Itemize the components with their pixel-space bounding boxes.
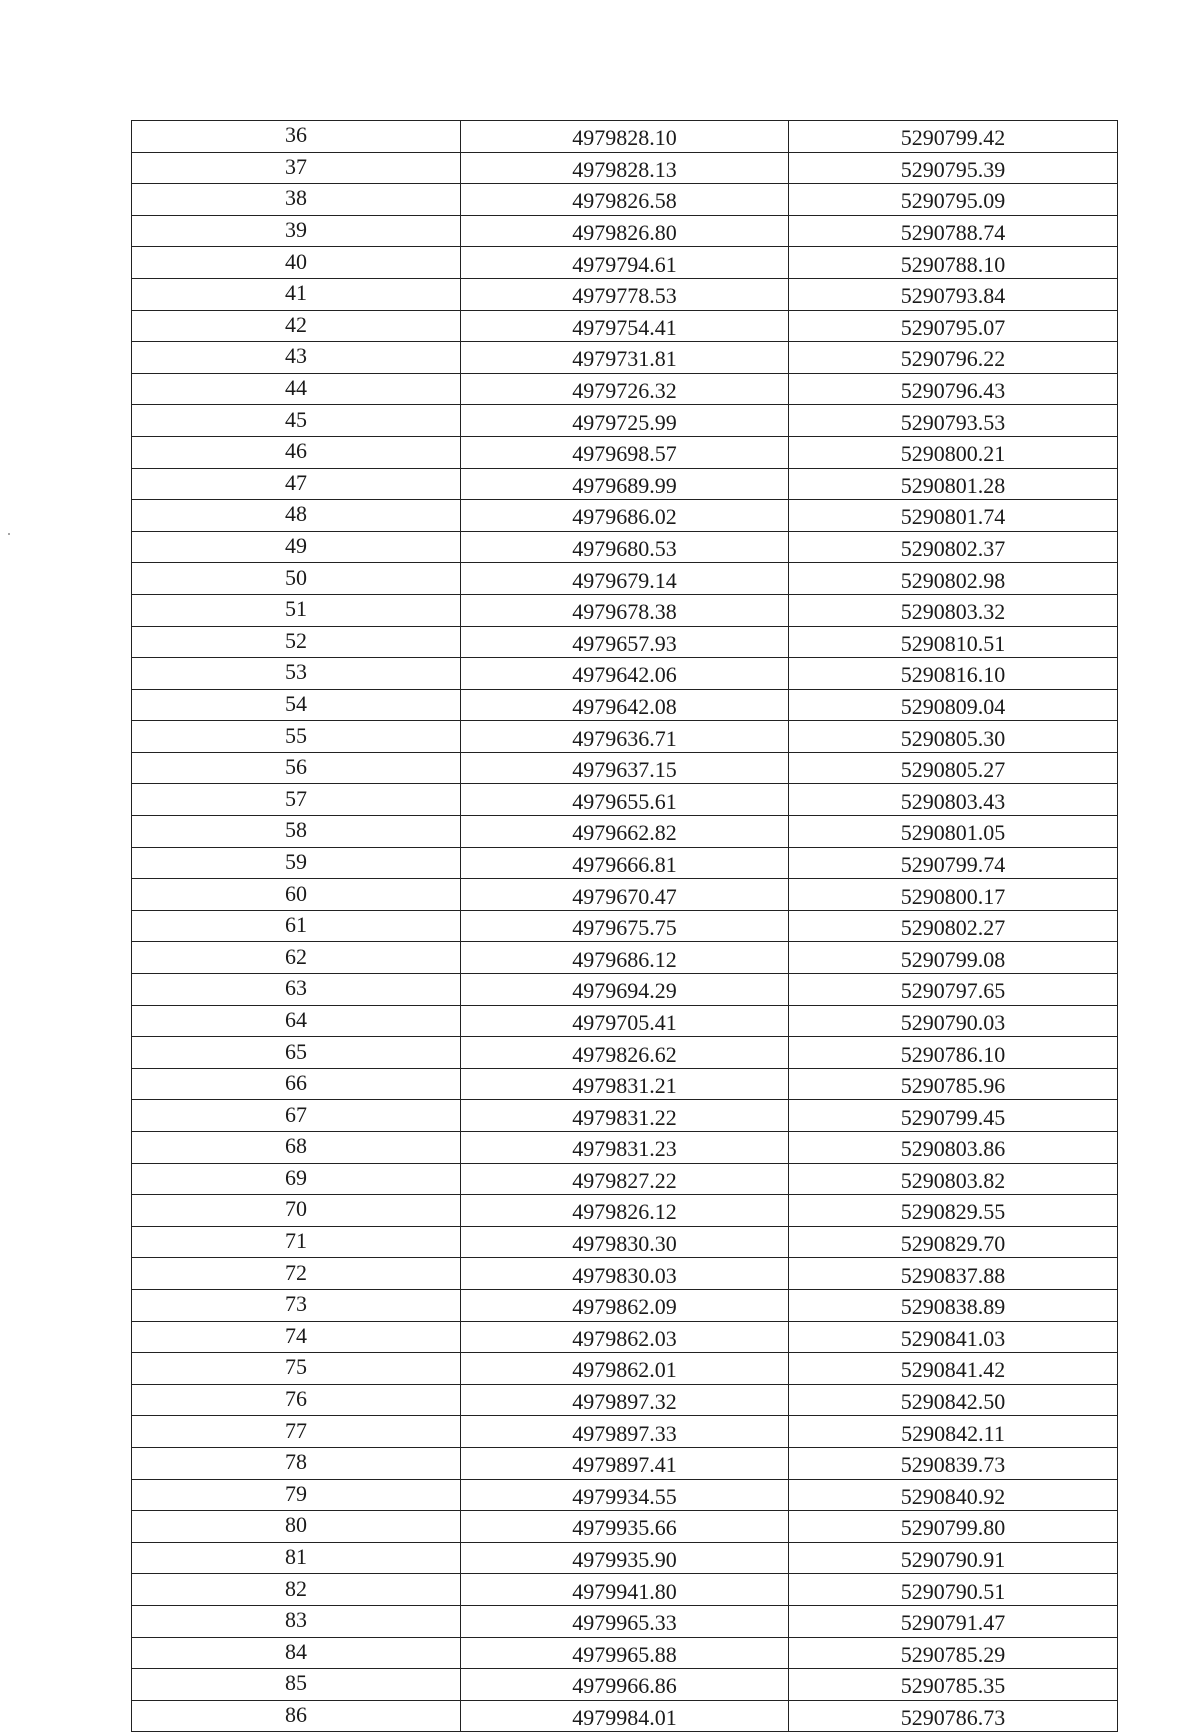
table-row [132, 468, 1118, 500]
table-row [132, 1384, 1118, 1416]
table-row [132, 563, 1118, 595]
y-coordinate-cell: 5290790.51 [789, 1574, 1118, 1606]
point-number-cell: 64 [132, 1005, 461, 1037]
point-number-cell: 37 [132, 152, 461, 184]
y-coordinate-cell: 5290785.29 [789, 1637, 1118, 1669]
point-number-cell: 76 [132, 1384, 461, 1416]
table-row [132, 1447, 1118, 1479]
y-coordinate-cell: 5290790.03 [789, 1005, 1118, 1037]
table-row [132, 247, 1118, 279]
point-number-cell: 80 [132, 1511, 461, 1543]
table-row [132, 847, 1118, 879]
point-number-cell: 73 [132, 1289, 461, 1321]
point-number-cell: 52 [132, 626, 461, 658]
point-number-cell: 69 [132, 1163, 461, 1195]
y-coordinate-cell: 5290799.74 [789, 847, 1118, 879]
point-number-cell: 57 [132, 784, 461, 816]
point-number-cell: 84 [132, 1637, 461, 1669]
y-coordinate-cell: 5290829.55 [789, 1195, 1118, 1227]
x-coordinate-cell: 4979694.29 [461, 974, 789, 1006]
y-coordinate-cell: 5290786.73 [789, 1700, 1118, 1732]
table-row [132, 752, 1118, 784]
y-coordinate-cell: 5290801.28 [789, 468, 1118, 500]
table-row [132, 1195, 1118, 1227]
point-number-cell: 62 [132, 942, 461, 974]
x-coordinate-cell: 4979935.66 [461, 1511, 789, 1543]
table-row [132, 626, 1118, 658]
x-coordinate-cell: 4979826.12 [461, 1195, 789, 1227]
x-coordinate-cell: 4979686.02 [461, 500, 789, 532]
y-coordinate-cell: 5290796.43 [789, 373, 1118, 405]
table-row [132, 721, 1118, 753]
point-number-cell: 70 [132, 1195, 461, 1227]
point-number-cell: 49 [132, 531, 461, 563]
y-coordinate-cell: 5290842.11 [789, 1416, 1118, 1448]
point-number-cell: 42 [132, 310, 461, 342]
point-number-cell: 75 [132, 1353, 461, 1385]
y-coordinate-cell: 5290803.43 [789, 784, 1118, 816]
x-coordinate-cell: 4979965.33 [461, 1605, 789, 1637]
point-number-cell: 67 [132, 1100, 461, 1132]
point-number-cell: 41 [132, 278, 461, 310]
x-coordinate-cell: 4979731.81 [461, 342, 789, 374]
x-coordinate-cell: 4979680.53 [461, 531, 789, 563]
table-row [132, 278, 1118, 310]
table-row [132, 500, 1118, 532]
y-coordinate-cell: 5290799.08 [789, 942, 1118, 974]
coordinates-table-body [132, 121, 1118, 1732]
point-number-cell: 61 [132, 910, 461, 942]
x-coordinate-cell: 4979826.62 [461, 1037, 789, 1069]
x-coordinate-cell: 4979662.82 [461, 816, 789, 848]
point-number-cell: 77 [132, 1416, 461, 1448]
point-number-cell: 53 [132, 658, 461, 690]
x-coordinate-cell: 4979636.71 [461, 721, 789, 753]
point-number-cell: 72 [132, 1258, 461, 1290]
y-coordinate-cell: 5290803.86 [789, 1132, 1118, 1164]
x-coordinate-cell: 4979754.41 [461, 310, 789, 342]
x-coordinate-cell: 4979984.01 [461, 1700, 789, 1732]
point-number-cell: 86 [132, 1700, 461, 1732]
y-coordinate-cell: 5290841.42 [789, 1353, 1118, 1385]
point-number-cell: 56 [132, 752, 461, 784]
x-coordinate-cell: 4979935.90 [461, 1542, 789, 1574]
x-coordinate-cell: 4979897.41 [461, 1447, 789, 1479]
point-number-cell: 45 [132, 405, 461, 437]
table-row [132, 1321, 1118, 1353]
x-coordinate-cell: 4979831.21 [461, 1068, 789, 1100]
y-coordinate-cell: 5290801.74 [789, 500, 1118, 532]
y-coordinate-cell: 5290802.27 [789, 910, 1118, 942]
x-coordinate-cell: 4979828.10 [461, 121, 789, 153]
table-row [132, 1542, 1118, 1574]
y-coordinate-cell: 5290799.45 [789, 1100, 1118, 1132]
table-row [132, 1605, 1118, 1637]
table-row [132, 784, 1118, 816]
table-row [132, 879, 1118, 911]
y-coordinate-cell: 5290841.03 [789, 1321, 1118, 1353]
y-coordinate-cell: 5290785.35 [789, 1669, 1118, 1701]
point-number-cell: 85 [132, 1669, 461, 1701]
y-coordinate-cell: 5290802.98 [789, 563, 1118, 595]
point-number-cell: 54 [132, 689, 461, 721]
y-coordinate-cell: 5290795.39 [789, 152, 1118, 184]
point-number-cell: 78 [132, 1447, 461, 1479]
point-number-cell: 36 [132, 121, 461, 153]
table-row [132, 373, 1118, 405]
point-number-cell: 38 [132, 184, 461, 216]
point-number-cell: 47 [132, 468, 461, 500]
table-row [132, 215, 1118, 247]
x-coordinate-cell: 4979934.55 [461, 1479, 789, 1511]
table-row [132, 121, 1118, 153]
table-row [132, 342, 1118, 374]
y-coordinate-cell: 5290796.22 [789, 342, 1118, 374]
x-coordinate-cell: 4979828.13 [461, 152, 789, 184]
point-number-cell: 40 [132, 247, 461, 279]
y-coordinate-cell: 5290837.88 [789, 1258, 1118, 1290]
y-coordinate-cell: 5290842.50 [789, 1384, 1118, 1416]
table-row [132, 689, 1118, 721]
table-row [132, 910, 1118, 942]
x-coordinate-cell: 4979670.47 [461, 879, 789, 911]
x-coordinate-cell: 4979678.38 [461, 594, 789, 626]
x-coordinate-cell: 4979725.99 [461, 405, 789, 437]
table-row [132, 310, 1118, 342]
point-number-cell: 81 [132, 1542, 461, 1574]
table-row [132, 1637, 1118, 1669]
y-coordinate-cell: 5290797.65 [789, 974, 1118, 1006]
coordinates-table [131, 120, 1118, 1732]
point-number-cell: 79 [132, 1479, 461, 1511]
x-coordinate-cell: 4979778.53 [461, 278, 789, 310]
y-coordinate-cell: 5290788.10 [789, 247, 1118, 279]
point-number-cell: 55 [132, 721, 461, 753]
x-coordinate-cell: 4979830.03 [461, 1258, 789, 1290]
x-coordinate-cell: 4979831.23 [461, 1132, 789, 1164]
point-number-cell: 60 [132, 879, 461, 911]
y-coordinate-cell: 5290791.47 [789, 1605, 1118, 1637]
y-coordinate-cell: 5290795.07 [789, 310, 1118, 342]
y-coordinate-cell: 5290838.89 [789, 1289, 1118, 1321]
table-row [132, 1479, 1118, 1511]
table-row [132, 942, 1118, 974]
point-number-cell: 46 [132, 436, 461, 468]
x-coordinate-cell: 4979966.86 [461, 1669, 789, 1701]
x-coordinate-cell: 4979705.41 [461, 1005, 789, 1037]
y-coordinate-cell: 5290801.05 [789, 816, 1118, 848]
x-coordinate-cell: 4979826.58 [461, 184, 789, 216]
table-row [132, 1132, 1118, 1164]
table-row [132, 1068, 1118, 1100]
table-row [132, 1574, 1118, 1606]
point-number-cell: 44 [132, 373, 461, 405]
y-coordinate-cell: 5290803.32 [789, 594, 1118, 626]
y-coordinate-cell: 5290816.10 [789, 658, 1118, 690]
y-coordinate-cell: 5290805.27 [789, 752, 1118, 784]
x-coordinate-cell: 4979698.57 [461, 436, 789, 468]
x-coordinate-cell: 4979830.30 [461, 1226, 789, 1258]
table-row [132, 1353, 1118, 1385]
x-coordinate-cell: 4979637.15 [461, 752, 789, 784]
x-coordinate-cell: 4979897.32 [461, 1384, 789, 1416]
y-coordinate-cell: 5290790.91 [789, 1542, 1118, 1574]
x-coordinate-cell: 4979862.09 [461, 1289, 789, 1321]
table-row [132, 1669, 1118, 1701]
point-number-cell: 66 [132, 1068, 461, 1100]
y-coordinate-cell: 5290800.17 [789, 879, 1118, 911]
x-coordinate-cell: 4979675.75 [461, 910, 789, 942]
y-coordinate-cell: 5290803.82 [789, 1163, 1118, 1195]
x-coordinate-cell: 4979831.22 [461, 1100, 789, 1132]
point-number-cell: 48 [132, 500, 461, 532]
table-row [132, 1226, 1118, 1258]
table-row [132, 1005, 1118, 1037]
table-row [132, 152, 1118, 184]
y-coordinate-cell: 5290799.80 [789, 1511, 1118, 1543]
x-coordinate-cell: 4979862.01 [461, 1353, 789, 1385]
point-number-cell: 83 [132, 1605, 461, 1637]
y-coordinate-cell: 5290810.51 [789, 626, 1118, 658]
point-number-cell: 82 [132, 1574, 461, 1606]
table-row [132, 184, 1118, 216]
y-coordinate-cell: 5290840.92 [789, 1479, 1118, 1511]
point-number-cell: 74 [132, 1321, 461, 1353]
x-coordinate-cell: 4979642.06 [461, 658, 789, 690]
y-coordinate-cell: 5290793.53 [789, 405, 1118, 437]
table-row [132, 436, 1118, 468]
table-row [132, 974, 1118, 1006]
point-number-cell: 63 [132, 974, 461, 1006]
y-coordinate-cell: 5290785.96 [789, 1068, 1118, 1100]
point-number-cell: 71 [132, 1226, 461, 1258]
y-coordinate-cell: 5290788.74 [789, 215, 1118, 247]
x-coordinate-cell: 4979657.93 [461, 626, 789, 658]
y-coordinate-cell: 5290800.21 [789, 436, 1118, 468]
point-number-cell: 50 [132, 563, 461, 595]
table-row [132, 1100, 1118, 1132]
table-row [132, 1289, 1118, 1321]
y-coordinate-cell: 5290786.10 [789, 1037, 1118, 1069]
y-coordinate-cell: 5290802.37 [789, 531, 1118, 563]
point-number-cell: 39 [132, 215, 461, 247]
table-row [132, 1163, 1118, 1195]
table-row [132, 1258, 1118, 1290]
point-number-cell: 68 [132, 1132, 461, 1164]
y-coordinate-cell: 5290795.09 [789, 184, 1118, 216]
y-coordinate-cell: 5290809.04 [789, 689, 1118, 721]
point-number-cell: 59 [132, 847, 461, 879]
y-coordinate-cell: 5290793.84 [789, 278, 1118, 310]
table-row [132, 1700, 1118, 1732]
x-coordinate-cell: 4979965.88 [461, 1637, 789, 1669]
x-coordinate-cell: 4979686.12 [461, 942, 789, 974]
point-number-cell: 65 [132, 1037, 461, 1069]
y-coordinate-cell: 5290839.73 [789, 1447, 1118, 1479]
table-row [132, 1416, 1118, 1448]
table-row [132, 1511, 1118, 1543]
x-coordinate-cell: 4979689.99 [461, 468, 789, 500]
table-row [132, 1037, 1118, 1069]
table-row [132, 405, 1118, 437]
point-number-cell: 43 [132, 342, 461, 374]
table-row [132, 594, 1118, 626]
point-number-cell: 51 [132, 594, 461, 626]
table-row [132, 658, 1118, 690]
x-coordinate-cell: 4979827.22 [461, 1163, 789, 1195]
x-coordinate-cell: 4979794.61 [461, 247, 789, 279]
x-coordinate-cell: 4979642.08 [461, 689, 789, 721]
scan-speck [8, 533, 10, 535]
x-coordinate-cell: 4979679.14 [461, 563, 789, 595]
x-coordinate-cell: 4979826.80 [461, 215, 789, 247]
point-number-cell: 58 [132, 816, 461, 848]
x-coordinate-cell: 4979726.32 [461, 373, 789, 405]
x-coordinate-cell: 4979655.61 [461, 784, 789, 816]
x-coordinate-cell: 4979862.03 [461, 1321, 789, 1353]
y-coordinate-cell: 5290805.30 [789, 721, 1118, 753]
y-coordinate-cell: 5290799.42 [789, 121, 1118, 153]
table-row [132, 531, 1118, 563]
table-row [132, 816, 1118, 848]
x-coordinate-cell: 4979666.81 [461, 847, 789, 879]
x-coordinate-cell: 4979941.80 [461, 1574, 789, 1606]
x-coordinate-cell: 4979897.33 [461, 1416, 789, 1448]
y-coordinate-cell: 5290829.70 [789, 1226, 1118, 1258]
